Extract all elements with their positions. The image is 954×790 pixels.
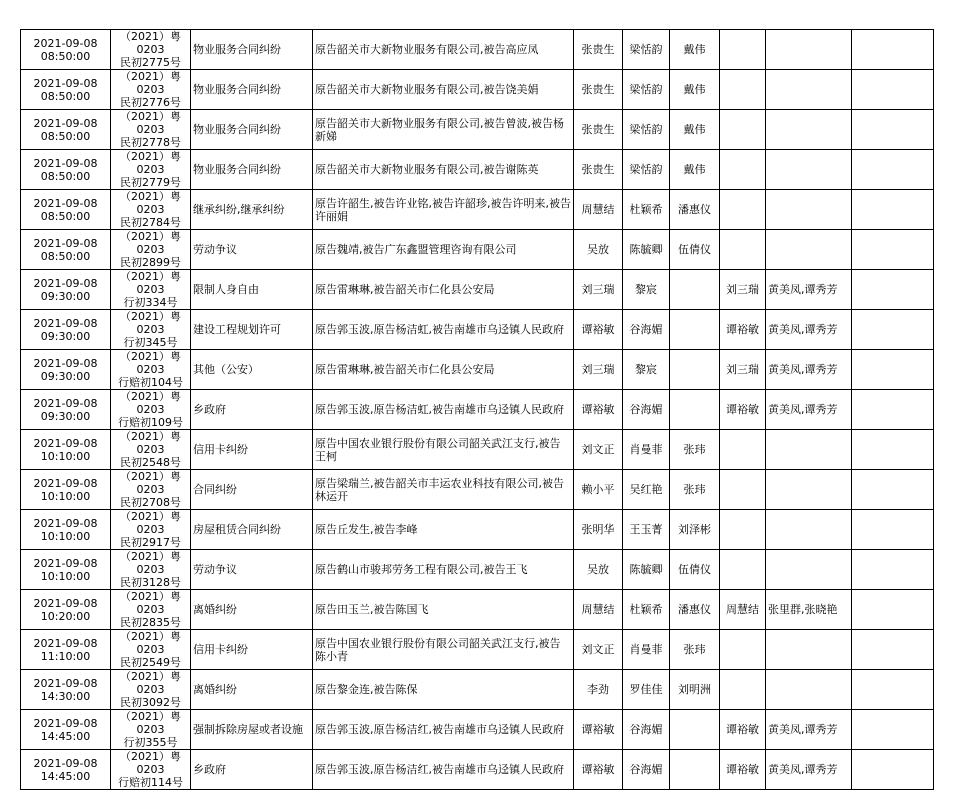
case-number-court: （2021）粤0203 [120, 310, 181, 336]
panel-member-1: 谷海媚 [623, 710, 670, 750]
empty-cell [852, 510, 934, 550]
extra-judge: 谭裕敏 [720, 710, 766, 750]
case-number-court: （2021）粤0203 [120, 70, 181, 96]
hearing-time: 08:50:00 [40, 89, 91, 103]
panel-member-1: 肖曼菲 [623, 630, 670, 670]
case-number-cell [111, 310, 191, 350]
empty-cell [852, 350, 934, 390]
panel-member-1: 谷海媚 [623, 750, 670, 790]
case-number-court: （2021）粤0203 [120, 390, 181, 416]
case-number-cell [111, 30, 191, 70]
case-parties: 原告郭玉波,原告杨洁虹,被告南雄市乌迳镇人民政府 [313, 390, 574, 430]
presiding-judge: 张明华 [574, 510, 623, 550]
extra-members [766, 430, 852, 470]
presiding-judge: 谭裕敏 [574, 710, 623, 750]
panel-member-1: 王玉菁 [623, 510, 670, 550]
panel-member-1: 梁恬韵 [623, 110, 670, 150]
case-number-id: 民初2778号 [120, 136, 181, 149]
presiding-judge: 刘文正 [574, 430, 623, 470]
case-parties: 原告韶关市大新物业服务有限公司,被告谢陈英 [313, 150, 574, 190]
case-cause: 房屋租赁合同纠纷 [191, 510, 313, 550]
panel-member-2 [670, 270, 720, 310]
panel-member-1: 梁恬韵 [623, 70, 670, 110]
hearing-date: 2021-09-08 [33, 676, 98, 690]
panel-member-1: 黎宸 [623, 350, 670, 390]
hearing-time: 14:30:00 [40, 689, 91, 703]
extra-members: 黄美凤,谭秀芳 [766, 270, 852, 310]
case-number-id: 民初2835号 [120, 616, 181, 629]
panel-member-2: 张玮 [670, 430, 720, 470]
table-row [21, 590, 934, 630]
case-cause: 建设工程规划许可 [191, 310, 313, 350]
presiding-judge: 张贵生 [574, 30, 623, 70]
case-cause: 离婚纠纷 [191, 670, 313, 710]
empty-cell [852, 470, 934, 510]
empty-cell [852, 190, 934, 230]
panel-member-2: 潘惠仪 [670, 590, 720, 630]
hearing-date: 2021-09-08 [33, 596, 98, 610]
extra-members: 黄美凤,谭秀芳 [766, 310, 852, 350]
panel-member-2 [670, 390, 720, 430]
table-row [21, 270, 934, 310]
hearing-time: 08:50:00 [40, 209, 91, 223]
table-row [21, 510, 934, 550]
case-parties: 原告魏靖,被告广东鑫盟管理咨询有限公司 [313, 230, 574, 270]
panel-member-2 [670, 310, 720, 350]
case-number-cell [111, 550, 191, 590]
table-row [21, 150, 934, 190]
hearing-time: 11:10:00 [40, 649, 91, 663]
extra-members: 黄美凤,谭秀芳 [766, 750, 852, 790]
case-number-cell [111, 710, 191, 750]
hearing-date: 2021-09-08 [33, 396, 98, 410]
case-parties: 原告韶关市大新物业服务有限公司,被告曾波,被告杨新娣 [313, 110, 574, 150]
panel-member-1: 谷海媚 [623, 310, 670, 350]
empty-cell [852, 230, 934, 270]
hearing-time: 08:50:00 [40, 249, 91, 263]
table-row [21, 390, 934, 430]
case-number-cell [111, 110, 191, 150]
hearing-datetime-cell [21, 310, 111, 350]
presiding-judge: 谭裕敏 [574, 390, 623, 430]
panel-member-2: 伍倩仪 [670, 550, 720, 590]
panel-member-2 [670, 750, 720, 790]
panel-member-1: 黎宸 [623, 270, 670, 310]
case-number-cell [111, 190, 191, 230]
extra-members [766, 190, 852, 230]
case-number-cell [111, 270, 191, 310]
empty-cell [852, 430, 934, 470]
empty-cell [852, 70, 934, 110]
panel-member-2: 刘泽彬 [670, 510, 720, 550]
case-number-id: 行初334号 [123, 296, 178, 309]
table-row [21, 550, 934, 590]
presiding-judge: 周慧结 [574, 190, 623, 230]
panel-member-2: 戴伟 [670, 150, 720, 190]
case-cause: 劳动争议 [191, 550, 313, 590]
extra-members: 黄美凤,谭秀芳 [766, 710, 852, 750]
case-number-cell [111, 470, 191, 510]
hearing-time: 08:50:00 [40, 49, 91, 63]
table-row [21, 630, 934, 670]
table-row [21, 190, 934, 230]
empty-cell [852, 110, 934, 150]
table-row [21, 350, 934, 390]
empty-cell [852, 670, 934, 710]
extra-members: 黄美凤,谭秀芳 [766, 390, 852, 430]
hearing-datetime-cell [21, 550, 111, 590]
table-row [21, 470, 934, 510]
case-number-id: 民初2776号 [120, 96, 181, 109]
hearing-time: 08:50:00 [40, 169, 91, 183]
case-cause: 强制拆除房屋或者设施 [191, 710, 313, 750]
extra-members [766, 670, 852, 710]
case-number-court: （2021）粤0203 [120, 550, 181, 576]
table-row [21, 750, 934, 790]
hearing-datetime-cell [21, 750, 111, 790]
panel-member-2: 刘明洲 [670, 670, 720, 710]
presiding-judge: 张贵生 [574, 110, 623, 150]
case-cause: 信用卡纠纷 [191, 630, 313, 670]
case-number-cell [111, 230, 191, 270]
case-parties: 原告鹤山市骏邦劳务工程有限公司,被告王飞 [313, 550, 574, 590]
hearing-datetime-cell [21, 150, 111, 190]
case-number-court: （2021）粤0203 [120, 230, 181, 256]
case-cause: 离婚纠纷 [191, 590, 313, 630]
presiding-judge: 张贵生 [574, 150, 623, 190]
case-parties: 原告郭玉波,原告杨洁红,被告南雄市乌迳镇人民政府 [313, 710, 574, 750]
case-number-court: （2021）粤0203 [120, 590, 181, 616]
hearing-date: 2021-09-08 [33, 196, 98, 210]
hearing-date: 2021-09-08 [33, 156, 98, 170]
case-parties: 原告黎金连,被告陈保 [313, 670, 574, 710]
extra-judge [720, 230, 766, 270]
case-number-cell [111, 630, 191, 670]
table-row [21, 670, 934, 710]
case-number-court: （2021）粤0203 [120, 670, 181, 696]
case-parties: 原告雷琳琳,被告韶关市仁化县公安局 [313, 350, 574, 390]
hearing-date: 2021-09-08 [33, 476, 98, 490]
hearing-time: 09:30:00 [40, 369, 91, 383]
case-cause: 物业服务合同纠纷 [191, 110, 313, 150]
extra-members [766, 30, 852, 70]
case-number-cell [111, 350, 191, 390]
case-number-id: 民初2548号 [120, 456, 181, 469]
case-number-court: （2021）粤0203 [120, 750, 181, 776]
case-number-court: （2021）粤0203 [120, 150, 181, 176]
hearing-date: 2021-09-08 [33, 516, 98, 530]
hearing-datetime-cell [21, 110, 111, 150]
case-number-cell [111, 750, 191, 790]
panel-member-2 [670, 710, 720, 750]
hearing-datetime-cell [21, 670, 111, 710]
empty-cell [852, 150, 934, 190]
hearing-date: 2021-09-08 [33, 436, 98, 450]
extra-judge [720, 110, 766, 150]
panel-member-1: 陈毓卿 [623, 550, 670, 590]
case-cause: 信用卡纠纷 [191, 430, 313, 470]
hearing-datetime-cell [21, 270, 111, 310]
empty-cell [852, 710, 934, 750]
extra-members [766, 510, 852, 550]
extra-members [766, 470, 852, 510]
case-cause: 物业服务合同纠纷 [191, 150, 313, 190]
hearing-time: 14:45:00 [40, 729, 91, 743]
table-row [21, 30, 934, 70]
extra-judge [720, 430, 766, 470]
empty-cell [852, 30, 934, 70]
hearing-time: 08:50:00 [40, 129, 91, 143]
panel-member-2: 张玮 [670, 470, 720, 510]
hearing-datetime-cell [21, 350, 111, 390]
table-row [21, 310, 934, 350]
table-body [21, 30, 934, 790]
panel-member-2: 潘惠仪 [670, 190, 720, 230]
empty-cell [852, 310, 934, 350]
case-cause: 物业服务合同纠纷 [191, 30, 313, 70]
hearing-date: 2021-09-08 [33, 636, 98, 650]
case-number-court: （2021）粤0203 [120, 350, 181, 376]
presiding-judge: 吴放 [574, 550, 623, 590]
case-parties: 原告韶关市大新物业服务有限公司,被告高应凤 [313, 30, 574, 70]
hearing-datetime-cell [21, 510, 111, 550]
table-row [21, 710, 934, 750]
case-number-cell [111, 430, 191, 470]
extra-judge [720, 70, 766, 110]
empty-cell [852, 630, 934, 670]
case-number-cell [111, 150, 191, 190]
case-number-id: 民初2779号 [120, 176, 181, 189]
case-number-id: 民初3092号 [120, 696, 181, 709]
case-number-id: 行赔初114号 [118, 776, 183, 789]
panel-member-1: 杜颖希 [623, 590, 670, 630]
hearing-date: 2021-09-08 [33, 116, 98, 130]
case-number-cell [111, 510, 191, 550]
extra-judge [720, 510, 766, 550]
case-number-id: 行赔初104号 [118, 376, 183, 389]
case-number-id: 民初2708号 [120, 496, 181, 509]
extra-judge [720, 630, 766, 670]
extra-judge [720, 150, 766, 190]
extra-judge: 谭裕敏 [720, 750, 766, 790]
hearing-date: 2021-09-08 [33, 556, 98, 570]
hearing-schedule-table [20, 29, 934, 790]
panel-member-1: 梁恬韵 [623, 150, 670, 190]
presiding-judge: 周慧结 [574, 590, 623, 630]
case-number-id: 行赔初109号 [118, 416, 183, 429]
presiding-judge: 张贵生 [574, 70, 623, 110]
case-number-court: （2021）粤0203 [120, 470, 181, 496]
panel-member-1: 肖曼菲 [623, 430, 670, 470]
panel-member-2: 戴伟 [670, 110, 720, 150]
case-number-court: （2021）粤0203 [120, 270, 181, 296]
extra-members [766, 230, 852, 270]
extra-judge [720, 190, 766, 230]
case-cause: 限制人身自由 [191, 270, 313, 310]
case-number-court: （2021）粤0203 [120, 630, 181, 656]
empty-cell [852, 270, 934, 310]
hearing-time: 09:30:00 [40, 289, 91, 303]
case-number-id: 民初2899号 [120, 256, 181, 269]
extra-members [766, 110, 852, 150]
extra-judge: 谭裕敏 [720, 390, 766, 430]
case-cause: 其他（公安） [191, 350, 313, 390]
case-parties: 原告郭玉波,原告杨洁虹,被告南雄市乌迳镇人民政府 [313, 310, 574, 350]
extra-members [766, 150, 852, 190]
case-number-id: 民初2784号 [120, 216, 181, 229]
case-parties: 原告雷琳琳,被告韶关市仁化县公安局 [313, 270, 574, 310]
case-parties: 原告中国农业银行股份有限公司韶关武江支行,被告陈小青 [313, 630, 574, 670]
hearing-time: 10:10:00 [40, 489, 91, 503]
presiding-judge: 刘三瑞 [574, 270, 623, 310]
panel-member-2: 戴伟 [670, 70, 720, 110]
case-cause: 合同纠纷 [191, 470, 313, 510]
panel-member-1: 梁恬韵 [623, 30, 670, 70]
hearing-datetime-cell [21, 430, 111, 470]
extra-judge [720, 670, 766, 710]
presiding-judge: 刘文正 [574, 630, 623, 670]
case-number-id: 民初2549号 [120, 656, 181, 669]
hearing-datetime-cell [21, 630, 111, 670]
extra-members: 黄美凤,谭秀芳 [766, 350, 852, 390]
panel-member-2: 戴伟 [670, 30, 720, 70]
presiding-judge: 吴放 [574, 230, 623, 270]
extra-judge: 周慧结 [720, 590, 766, 630]
presiding-judge: 谭裕敏 [574, 310, 623, 350]
presiding-judge: 李劲 [574, 670, 623, 710]
hearing-datetime-cell [21, 30, 111, 70]
extra-judge [720, 30, 766, 70]
panel-member-2 [670, 350, 720, 390]
empty-cell [852, 390, 934, 430]
hearing-date: 2021-09-08 [33, 36, 98, 50]
case-number-court: （2021）粤0203 [120, 110, 181, 136]
hearing-time: 10:10:00 [40, 569, 91, 583]
panel-member-1: 罗佳佳 [623, 670, 670, 710]
extra-judge: 刘三瑞 [720, 270, 766, 310]
hearing-time: 10:10:00 [40, 449, 91, 463]
presiding-judge: 刘三瑞 [574, 350, 623, 390]
hearing-date: 2021-09-08 [33, 356, 98, 370]
case-number-id: 民初2917号 [120, 536, 181, 549]
presiding-judge: 谭裕敏 [574, 750, 623, 790]
extra-judge: 谭裕敏 [720, 310, 766, 350]
table-row [21, 230, 934, 270]
case-cause: 乡政府 [191, 750, 313, 790]
hearing-time: 14:45:00 [40, 769, 91, 783]
extra-members: 张里群,张晓艳 [766, 590, 852, 630]
hearing-date: 2021-09-08 [33, 276, 98, 290]
empty-cell [852, 550, 934, 590]
panel-member-2: 伍倩仪 [670, 230, 720, 270]
hearing-date: 2021-09-08 [33, 76, 98, 90]
case-number-court: （2021）粤0203 [120, 190, 181, 216]
case-cause: 劳动争议 [191, 230, 313, 270]
case-parties: 原告韶关市大新物业服务有限公司,被告饶美娟 [313, 70, 574, 110]
case-parties: 原告田玉兰,被告陈国飞 [313, 590, 574, 630]
panel-member-1: 杜颖希 [623, 190, 670, 230]
hearing-time: 09:30:00 [40, 409, 91, 423]
extra-members [766, 630, 852, 670]
panel-member-1: 吴红艳 [623, 470, 670, 510]
case-number-id: 行初355号 [123, 736, 178, 749]
case-cause: 乡政府 [191, 390, 313, 430]
case-number-court: （2021）粤0203 [120, 510, 181, 536]
hearing-datetime-cell [21, 590, 111, 630]
hearing-date: 2021-09-08 [33, 756, 98, 770]
case-number-id: 民初3128号 [120, 576, 181, 589]
case-parties: 原告中国农业银行股份有限公司韶关武江支行,被告王柯 [313, 430, 574, 470]
extra-members [766, 70, 852, 110]
hearing-datetime-cell [21, 470, 111, 510]
extra-judge [720, 550, 766, 590]
case-number-id: 民初2775号 [120, 56, 181, 69]
case-cause: 物业服务合同纠纷 [191, 70, 313, 110]
case-parties: 原告郭玉波,原告杨洁红,被告南雄市乌迳镇人民政府 [313, 750, 574, 790]
panel-member-1: 谷海媚 [623, 390, 670, 430]
hearing-time: 10:10:00 [40, 529, 91, 543]
case-parties: 原告许韶生,被告许业铭,被告许韶珍,被告许明来,被告许丽娟 [313, 190, 574, 230]
case-number-cell [111, 670, 191, 710]
empty-cell [852, 590, 934, 630]
hearing-datetime-cell [21, 390, 111, 430]
extra-members [766, 550, 852, 590]
hearing-date: 2021-09-08 [33, 716, 98, 730]
case-cause: 继承纠纷,继承纠纷 [191, 190, 313, 230]
hearing-datetime-cell [21, 230, 111, 270]
case-number-court: （2021）粤0203 [120, 710, 181, 736]
table-row [21, 110, 934, 150]
case-number-cell [111, 70, 191, 110]
empty-cell [852, 750, 934, 790]
hearing-datetime-cell [21, 190, 111, 230]
hearing-time: 09:30:00 [40, 329, 91, 343]
case-parties: 原告梁瑞兰,被告韶关市丰运农业科技有限公司,被告林运开 [313, 470, 574, 510]
extra-judge [720, 470, 766, 510]
case-number-court: （2021）粤0203 [120, 30, 181, 56]
case-parties: 原告丘发生,被告李峰 [313, 510, 574, 550]
case-number-court: （2021）粤0203 [120, 430, 181, 456]
presiding-judge: 赖小平 [574, 470, 623, 510]
table-row [21, 430, 934, 470]
extra-judge: 刘三瑞 [720, 350, 766, 390]
hearing-date: 2021-09-08 [33, 316, 98, 330]
hearing-date: 2021-09-08 [33, 236, 98, 250]
case-number-cell [111, 390, 191, 430]
hearing-time: 10:20:00 [40, 609, 91, 623]
table-row [21, 70, 934, 110]
panel-member-1: 陈毓卿 [623, 230, 670, 270]
hearing-datetime-cell [21, 70, 111, 110]
panel-member-2: 张玮 [670, 630, 720, 670]
case-number-id: 行初345号 [123, 336, 178, 349]
case-number-cell [111, 590, 191, 630]
hearing-datetime-cell [21, 710, 111, 750]
